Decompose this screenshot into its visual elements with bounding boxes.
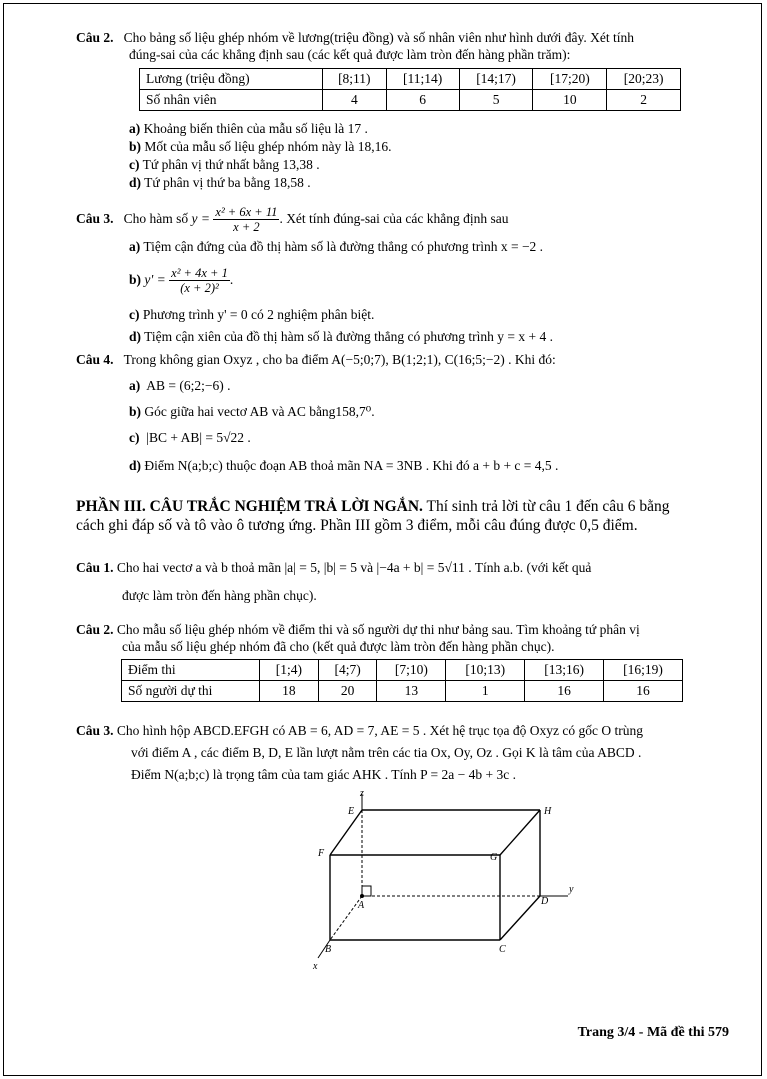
q3-option-c: c) Phương trình y' = 0 có 2 nghiệm phân biệt. — [129, 307, 375, 322]
q3-option-d: d) Tiệm cận xiên của đồ thị hàm số là đường thẳng có phương trình y = x + 4 . — [129, 329, 553, 344]
participants-value: 16 — [525, 681, 604, 702]
q4-option-b: b) Góc giữa hai vectơ AB và AC bằng158,7⁰. — [129, 404, 375, 419]
q4-option-c: c) |BC + AB| = 5√22 . — [129, 430, 251, 445]
label-A: A — [358, 900, 365, 911]
p3q3-line1: Câu 3. Cho hình hộp ABCD.EFGH có AB = 6, AD = 7, AE = 5 . Xét hệ trục tọa độ Oxyz có gốc O trùng — [76, 723, 643, 738]
q2-option-b: b) Mốt của mẫu số liệu ghép nhóm này là 18,16. — [129, 139, 392, 154]
participants-value: 16 — [604, 681, 683, 702]
label-y: y — [569, 884, 574, 895]
label-E: E — [348, 806, 355, 817]
q4-option-a: a) AB = (6;2;−6) . — [129, 378, 231, 393]
p3q2-line1: Câu 2. Cho mẫu số liệu ghép nhóm về điểm thi và số người dự thi như bảng sau. Tìm khoảng tứ phân vị — [76, 622, 640, 637]
salary-header: [8;11) — [323, 69, 387, 90]
score-row-label: Điểm thi — [122, 660, 260, 681]
edge-EF — [330, 810, 362, 855]
participants-value: 1 — [446, 681, 525, 702]
q3-line1: Câu 3. Cho hàm số y = $\frac{\text{x² + 6x + 11}}{x + 2}$ . Xét tính đúng-sai của các khẳng định sau — [76, 205, 509, 235]
q4-option-d: d) Điểm N(a;b;c) thuộc đoạn AB thoả mãn NA = 3NB . Khi đó a + b + c = 4,5 . — [129, 458, 559, 473]
salary-header: [11;14) — [386, 69, 459, 90]
score-table — [121, 659, 683, 702]
label-H: H — [544, 806, 552, 817]
participants-row-label: Số người dự thi — [122, 681, 260, 702]
part3-heading-line2: cách ghi đáp số và tô vào ô tương ứng. Phần III gồm 3 điểm, mỗi câu đúng được 0,5 điểm. — [76, 517, 638, 534]
origin-point — [360, 894, 364, 898]
cuboid-figure — [300, 788, 590, 973]
participants-value: 18 — [260, 681, 319, 702]
p3q3-line2: với điểm A , các điểm B, D, E lần lượt nằm trên các tia Ox, Oy, Oz . Gọi K là tâm của ABCD . — [131, 745, 642, 760]
p3q1-line2: được làm tròn đến hàng phần chục). — [122, 588, 317, 603]
participants-value: 20 — [318, 681, 377, 702]
salary-header: [14;17) — [459, 69, 533, 90]
salary-row-label: Lương (triệu đồng) — [140, 69, 323, 90]
q3-option-b: b) y' = $\frac{\text{x² + 4x + 1}}{\text{(x + 2)²}}$ . — [129, 266, 234, 296]
p3q1-line1: Câu 1. Cho hai vectơ a và b thoả mãn |a| = 5, |b| = 5 và |−4a + b| = 5√11 . Tính a.b. (với kết quả — [76, 560, 592, 575]
q2-option-c: c) Tứ phân vị thứ nhất bằng 13,38 . — [129, 157, 320, 172]
employees-value: 4 — [323, 90, 387, 111]
q2-label: Câu 2. — [76, 30, 114, 45]
score-header: [13;16) — [525, 660, 604, 681]
score-header: [4;7) — [318, 660, 377, 681]
salary-header: [20;23) — [607, 69, 681, 90]
p3q3-line3: Điểm N(a;b;c) là trọng tâm của tam giác AHK . Tính P = 2a − 4b + 3c . — [131, 767, 517, 782]
edge-HG — [500, 810, 540, 855]
salary-table — [139, 68, 681, 111]
employees-row-label: Số nhân viên — [140, 90, 323, 111]
part3-heading: PHẦN III. CÂU TRẮC NGHIỆM TRẢ LỜI NGẮN. Thí sinh trả lời từ câu 1 đến câu 6 bằng — [76, 498, 670, 515]
score-header: [16;19) — [604, 660, 683, 681]
q2-option-d: d) Tứ phân vị thứ ba bằng 18,58 . — [129, 175, 311, 190]
employees-value: 2 — [607, 90, 681, 111]
score-header: [7;10) — [377, 660, 446, 681]
label-B: B — [325, 944, 332, 955]
edge-DC — [500, 896, 540, 940]
label-z: z — [360, 788, 364, 799]
function-fraction: $\frac{\text{x² + 6x + 11}}{x + 2}$ — [215, 205, 278, 235]
q2-option-a: a) Khoảng biến thiên của mẫu số liệu là 17 . — [129, 121, 368, 136]
page-footer: Trang 3/4 - Mã đề thi 579 — [577, 1025, 729, 1040]
employees-value: 10 — [533, 90, 607, 111]
q2-line1 — [76, 30, 634, 46]
label-D: D — [541, 896, 549, 907]
score-header: [10;13) — [446, 660, 525, 681]
score-header: [1;4) — [260, 660, 319, 681]
q2-line2: đúng-sai của các khẳng định sau (các kết quả được làm tròn đến hàng phần trăm): — [129, 47, 571, 62]
employees-value: 6 — [386, 90, 459, 111]
participants-value: 13 — [377, 681, 446, 702]
label-F: F — [318, 848, 325, 859]
label-C: C — [499, 944, 506, 955]
derivative-fraction: $\frac{\text{x² + 4x + 1}}{\text{(x + 2)²}}$ — [171, 266, 228, 296]
p3q2-line2: của mẫu số liệu ghép nhóm đã cho (kết quả được làm tròn đến hàng phần chục). — [122, 639, 555, 654]
q3-option-a: a) Tiệm cận đứng của đồ thị hàm số là đường thẳng có phương trình x = −2 . — [129, 239, 544, 254]
label-G: G — [490, 852, 498, 863]
salary-header: [17;20) — [533, 69, 607, 90]
right-angle-mark — [362, 886, 371, 896]
q2-text1: Cho bảng số liệu ghép nhóm về lương(triệu đồng) và số nhân viên như hình dưới đây. Xét tính — [123, 30, 635, 45]
label-x: x — [313, 961, 318, 972]
employees-value: 5 — [459, 90, 533, 111]
q4-intro: Câu 4. Trong không gian Oxyz , cho ba điểm A(−5;0;7), B(1;2;1), C(16;5;−2) . Khi đó: — [76, 352, 556, 367]
